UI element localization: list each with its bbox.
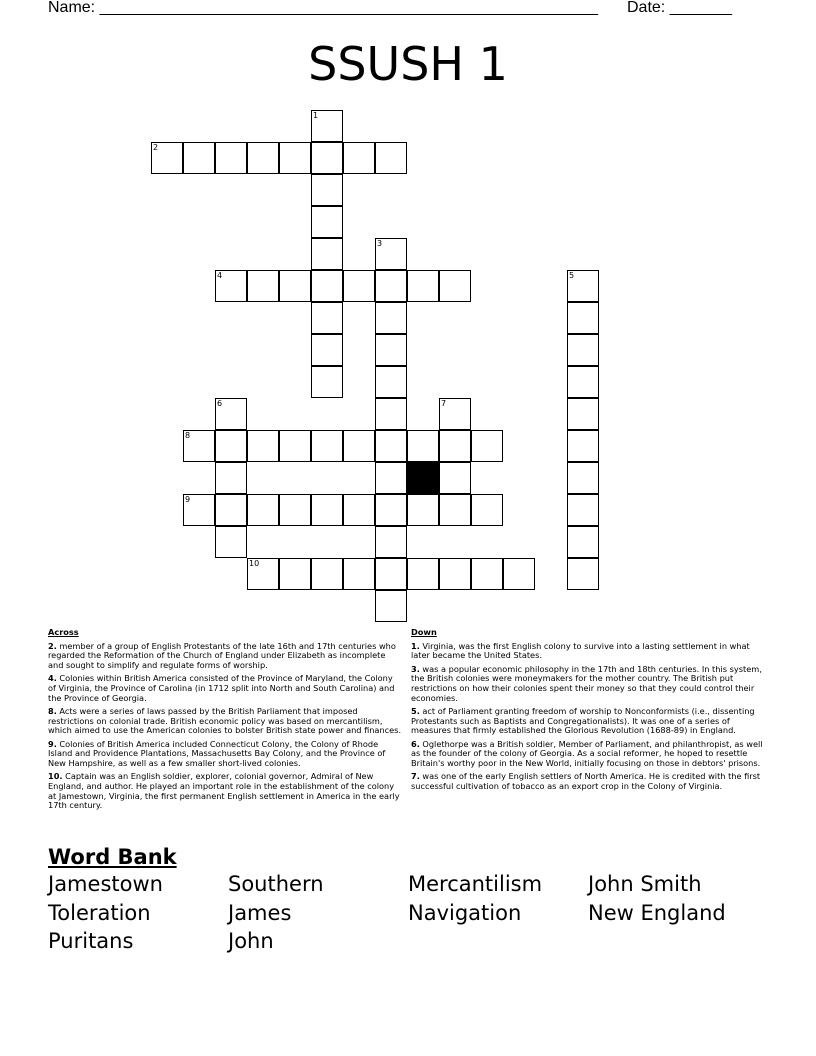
crossword-cell[interactable] — [311, 558, 343, 590]
crossword-cell[interactable] — [375, 590, 407, 622]
clue-number: 5 — [569, 271, 575, 280]
crossword-cell[interactable] — [567, 494, 599, 526]
crossword-cell[interactable] — [375, 142, 407, 174]
down-heading: Down — [411, 627, 437, 637]
crossword-cell[interactable] — [247, 494, 279, 526]
crossword-cell[interactable] — [567, 430, 599, 462]
crossword-cell[interactable] — [311, 494, 343, 526]
crossword-cell[interactable] — [375, 334, 407, 366]
word-bank-item: Jamestown — [48, 872, 163, 896]
clue-num: 3. — [411, 663, 420, 674]
crossword-cell[interactable] — [215, 494, 247, 526]
crossword-cell[interactable] — [215, 142, 247, 174]
crossword-cell[interactable] — [567, 462, 599, 494]
page-title: SSUSH 1 — [308, 37, 508, 91]
down-clue — [411, 740, 766, 769]
crossword-cell[interactable] — [311, 110, 343, 142]
crossword-cell[interactable] — [343, 270, 375, 302]
crossword-cell[interactable] — [183, 142, 215, 174]
clue-number: 6 — [217, 399, 223, 408]
crossword-cell[interactable] — [215, 430, 247, 462]
across-clue — [48, 772, 402, 811]
clue-num: 10. — [48, 771, 63, 782]
word-bank-item: Puritans — [48, 929, 134, 953]
crossword-cell[interactable] — [311, 238, 343, 270]
crossword-cell[interactable] — [567, 398, 599, 430]
crossword-cell[interactable] — [567, 366, 599, 398]
down-clue — [411, 772, 766, 791]
word-bank-item: Southern — [228, 872, 324, 896]
crossword-cell[interactable] — [503, 558, 535, 590]
clue-number: 7 — [441, 399, 447, 408]
crossword-cell[interactable] — [279, 142, 311, 174]
word-bank-item: John Smith — [588, 872, 702, 896]
crossword-cell[interactable] — [407, 270, 439, 302]
crossword-cell[interactable] — [439, 462, 471, 494]
clue-number: 10 — [249, 559, 260, 568]
clue-num: 6. — [411, 738, 420, 749]
word-bank-item: New England — [588, 901, 726, 925]
crossword-cell[interactable] — [567, 558, 599, 590]
across-clue — [48, 642, 402, 671]
crossword-cell[interactable] — [471, 430, 503, 462]
crossword-cell[interactable] — [375, 494, 407, 526]
clue-num: 9. — [48, 738, 57, 749]
clue-text: Colonies of British America included Connecticut Colony, the Colony of Rhode Island and Providence Plantations, Massachusetts Bay Colony, and the Province of New Hampshire, as well as a few smaller short-lived colonies. — [48, 738, 386, 768]
clue-num: 8. — [48, 705, 57, 716]
crossword-cell[interactable] — [311, 206, 343, 238]
crossword-cell[interactable] — [311, 174, 343, 206]
across-clue — [48, 707, 402, 736]
clue-number: 9 — [185, 495, 191, 504]
crossword-cell[interactable] — [279, 270, 311, 302]
crossword-cell[interactable] — [375, 366, 407, 398]
across-clues — [48, 628, 402, 814]
crossword-cell[interactable] — [343, 430, 375, 462]
clue-num: 7. — [411, 771, 420, 782]
crossword-cell[interactable] — [567, 302, 599, 334]
crossword-cell[interactable] — [183, 494, 215, 526]
word-bank-item: John — [228, 929, 274, 953]
crossword-cell[interactable] — [151, 142, 183, 174]
down-clues — [411, 628, 766, 795]
crossword-cell[interactable] — [439, 270, 471, 302]
crossword-cell[interactable] — [375, 430, 407, 462]
across-heading: Across — [48, 627, 79, 637]
clue-text: act of Parliament granting freedom of worship to Nonconformists (i.e., dissenting Protestants such as Baptists and Congregationalists). It was one of a series of measures that firmly established the Glorious Revolution (1688-89) in England. — [411, 705, 755, 736]
clue-text: Virginia, was the first English colony to survive into a lasting settlement in what later became the United States. — [411, 640, 750, 661]
crossword-cell[interactable] — [375, 302, 407, 334]
crossword-cell[interactable] — [183, 430, 215, 462]
crossword-cell[interactable] — [215, 270, 247, 302]
word-bank-item: Navigation — [408, 901, 522, 925]
clue-text: Captain was an English soldier, explorer, colonial governor, Admiral of New England, and author. He played an important role in the establishment of the colony at Jamestown, Virginia, the first permanent English settlement in America in the early 17th century. — [48, 771, 400, 811]
crossword-cell[interactable] — [279, 494, 311, 526]
crossword-cell[interactable] — [247, 430, 279, 462]
clue-number: 3 — [377, 239, 383, 248]
down-clue — [411, 665, 766, 704]
date-field[interactable]: Date: _______ — [627, 0, 732, 16]
crossword-cell[interactable] — [215, 398, 247, 430]
crossword-cell[interactable] — [375, 398, 407, 430]
crossword-cell[interactable] — [439, 398, 471, 430]
clue-num: 4. — [48, 673, 57, 684]
crossword-cell[interactable] — [279, 558, 311, 590]
clue-text: Colonies within British America consisted of the Province of Maryland, the Colony of Virginia, the Province of Carolina (in 1712 split into North and South Carolina) and the Province of Georgia. — [48, 673, 395, 703]
name-field[interactable]: Name: ________________________________________________________ — [48, 0, 598, 16]
crossword-cell[interactable] — [247, 142, 279, 174]
crossword-cell[interactable] — [311, 142, 343, 174]
across-clue — [48, 674, 402, 703]
crossword-cell[interactable] — [439, 494, 471, 526]
crossword-cell[interactable] — [279, 430, 311, 462]
crossword-cell[interactable] — [471, 558, 503, 590]
crossword-black-cell — [407, 462, 439, 494]
crossword-cell[interactable] — [311, 334, 343, 366]
crossword-cell[interactable] — [343, 142, 375, 174]
clue-text: member of a group of English Protestants of the late 16th and 17th centuries who regarded the Reformation of the Church of England under Elizabeth as incomplete and sought to simplify and regulate forms of worship. — [48, 640, 396, 671]
word-bank-item: James — [228, 901, 292, 925]
crossword-cell[interactable] — [407, 430, 439, 462]
crossword-cell[interactable] — [567, 270, 599, 302]
word-bank-item: Toleration — [48, 901, 151, 925]
crossword-cell[interactable] — [407, 494, 439, 526]
crossword-cell[interactable] — [311, 270, 343, 302]
crossword-cell[interactable] — [375, 270, 407, 302]
crossword-cell[interactable] — [311, 430, 343, 462]
crossword-cell[interactable] — [439, 558, 471, 590]
down-clue-list — [411, 642, 766, 792]
word-bank-item: Mercantilism — [408, 872, 543, 896]
crossword-cell[interactable] — [375, 526, 407, 558]
clue-text: Oglethorpe was a British soldier, Member of Parliament, and philanthropist, as well as the founder of the colony of Georgia. As a social reformer, he hoped to resettle Britain's worthy poor in the New World, initially focusing on those in debtors' prisons. — [411, 738, 763, 768]
clue-number: 4 — [217, 271, 223, 280]
crossword-cell[interactable] — [311, 366, 343, 398]
crossword-cell[interactable] — [375, 462, 407, 494]
crossword-cell[interactable] — [247, 270, 279, 302]
crossword-cell[interactable] — [407, 558, 439, 590]
across-clue-list — [48, 642, 402, 811]
clue-num: 5. — [411, 705, 420, 716]
crossword-cell[interactable] — [471, 494, 503, 526]
clue-text: was one of the early English settlers of North America. He is credited with the first successful cultivation of tobacco as an export crop in the Colony of Virginia. — [411, 771, 761, 791]
crossword-cell[interactable] — [247, 558, 279, 590]
crossword-cell[interactable] — [567, 334, 599, 366]
down-clue — [411, 707, 766, 736]
clue-text: Acts were a series of laws passed by the British Parliament that imposed restrictions on colonial trade. British economic policy was based on mercantilism, which aimed to use the American colonies to bolster British state power and finances. — [48, 705, 402, 736]
crossword-cell[interactable] — [439, 430, 471, 462]
crossword-cell[interactable] — [311, 302, 343, 334]
crossword-cell[interactable] — [215, 462, 247, 494]
across-clue — [48, 740, 402, 769]
crossword-cell[interactable] — [343, 558, 375, 590]
crossword-cell[interactable] — [567, 526, 599, 558]
clue-number: 8 — [185, 431, 191, 440]
crossword-cell[interactable] — [343, 494, 375, 526]
clue-num: 2. — [48, 640, 57, 651]
clue-num: 1. — [411, 640, 420, 651]
crossword-cell[interactable] — [375, 238, 407, 270]
word-bank-title: Word Bank — [48, 845, 177, 869]
crossword-cell[interactable] — [375, 558, 407, 590]
crossword-cell[interactable] — [215, 526, 247, 558]
clue-text: was a popular economic philosophy in the 17th and 18th centuries. In this system, the British colonies were moneymakers for the mother country. The British put restrictions on how their colonies spent their money so that they could control their economies. — [411, 663, 762, 703]
clue-number: 1 — [313, 111, 319, 120]
down-clue — [411, 642, 766, 661]
clue-number: 2 — [153, 143, 159, 152]
